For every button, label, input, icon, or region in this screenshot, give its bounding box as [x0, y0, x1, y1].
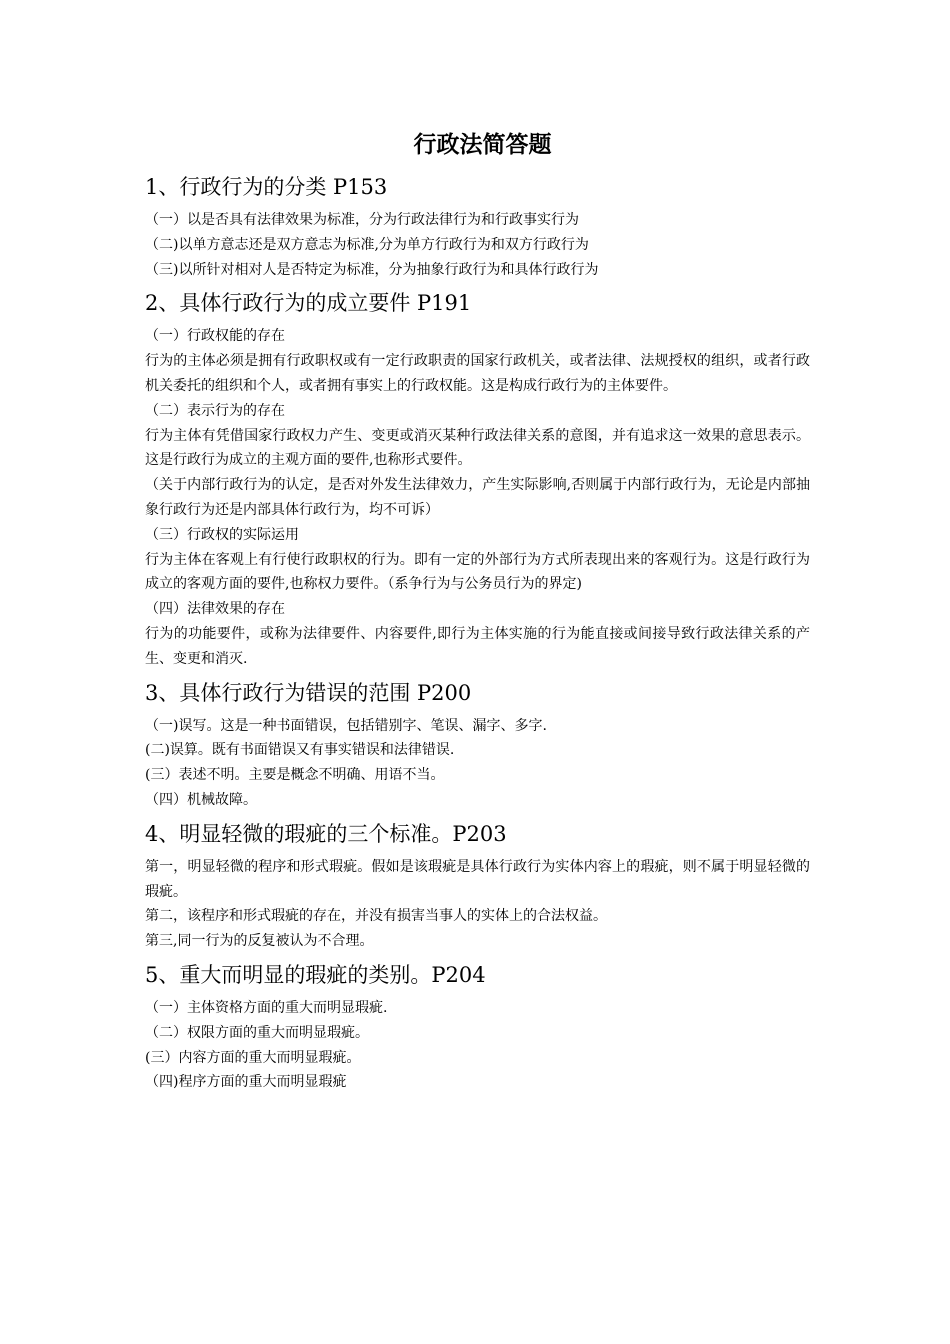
paragraph: 第一，明显轻微的程序和形式瑕疵。假如是该瑕疵是具体行政行为实体内容上的瑕疵，则不属于明显轻微的瑕疵。: [145, 858, 810, 900]
paragraph: 行为主体在客观上有行使行政职权的行为。即有一定的外部行为方式所表现出来的客观行为。这是行政行为成立的客观方面的要件,也称权力要件。（系争行为与公务员行为的界定): [145, 551, 810, 593]
paragraph: （一）行政权能的存在: [145, 328, 285, 345]
section-3: [145, 678, 810, 813]
section-1: [145, 172, 810, 282]
paragraph: （关于内部行政行为的认定，是否对外发生法律效力，产生实际影响,否则属于内部行政行为，无论是内部抽象行政行为还是内部具体行政行为，均不可诉）: [145, 477, 810, 518]
section-heading: 1、行政行为的分类 P153: [145, 175, 388, 199]
paragraph: (二)误算。既有书面错误又有事实错误和法律错误.: [145, 742, 455, 759]
section-2: [145, 288, 810, 671]
paragraph: （一)误写。这是一种书面错误，包括错别字、笔误、漏字、多字.: [145, 717, 547, 734]
section-heading: 5、重大而明显的瑕疵的类别。P204: [145, 962, 486, 987]
paragraph: （二)以单方意志还是双方意志为标准,分为单方行政行为和双方行政行为: [145, 236, 589, 253]
paragraph: 行为的主体必须是拥有行政职权或有一定行政职责的国家行政机关，或者法律、法规授权的组织，或者行政机关委托的组织和个人，或者拥有事实上的行政权能。这是构成行政行为的主体要件。: [145, 353, 810, 394]
section-5: [145, 960, 810, 1095]
paragraph: 行为的功能要件，或称为法律要件、内容要件,即行为主体实施的行为能直接或间接导致行政法律关系的产生、变更和消灭.: [145, 625, 810, 667]
document-page: [145, 128, 810, 1101]
paragraph: （四）机械故障。: [145, 791, 257, 808]
paragraph: （一）以是否具有法律效果为标准，分为行政法律行为和行政事实行为: [145, 212, 579, 228]
section-heading: 3、具体行政行为错误的范围 P200: [145, 680, 472, 705]
paragraph: （一）主体资格方面的重大而明显瑕疵.: [145, 999, 388, 1016]
paragraph: 第三,同一行为的反复被认为不合理。: [145, 933, 374, 950]
paragraph: （三）行政权的实际运用: [145, 526, 299, 543]
paragraph: （四）法律效果的存在: [145, 601, 285, 618]
section-4: [145, 819, 810, 954]
paragraph: （四)程序方面的重大而明显瑕疵: [145, 1074, 347, 1091]
section-heading: 2、具体行政行为的成立要件 P191: [145, 291, 472, 316]
paragraph: 第二，该程序和形式瑕疵的存在，并没有损害当事人的实体上的合法权益。: [145, 908, 607, 925]
paragraph: 行为主体有凭借国家行政权力产生、变更或消灭某种行政法律关系的意图，并有追求这一效果的意思表示。这是行政行为成立的主观方面的要件,也称形式要件。: [145, 427, 810, 469]
section-heading: 4、明显轻微的瑕疵的三个标准。P203: [145, 821, 507, 846]
paragraph: (三）内容方面的重大而明显瑕疵。: [145, 1049, 361, 1066]
paragraph: （二）权限方面的重大而明显瑕疵。: [145, 1024, 369, 1041]
paragraph: (三）表述不明。主要是概念不明确、用语不当。: [145, 767, 445, 784]
paragraph: （二）表示行为的存在: [145, 402, 285, 419]
document-title: 行政法简答题: [413, 132, 552, 158]
paragraph: （三)以所针对相对人是否特定为标准，分为抽象行政行为和具体行政行为: [145, 261, 599, 278]
